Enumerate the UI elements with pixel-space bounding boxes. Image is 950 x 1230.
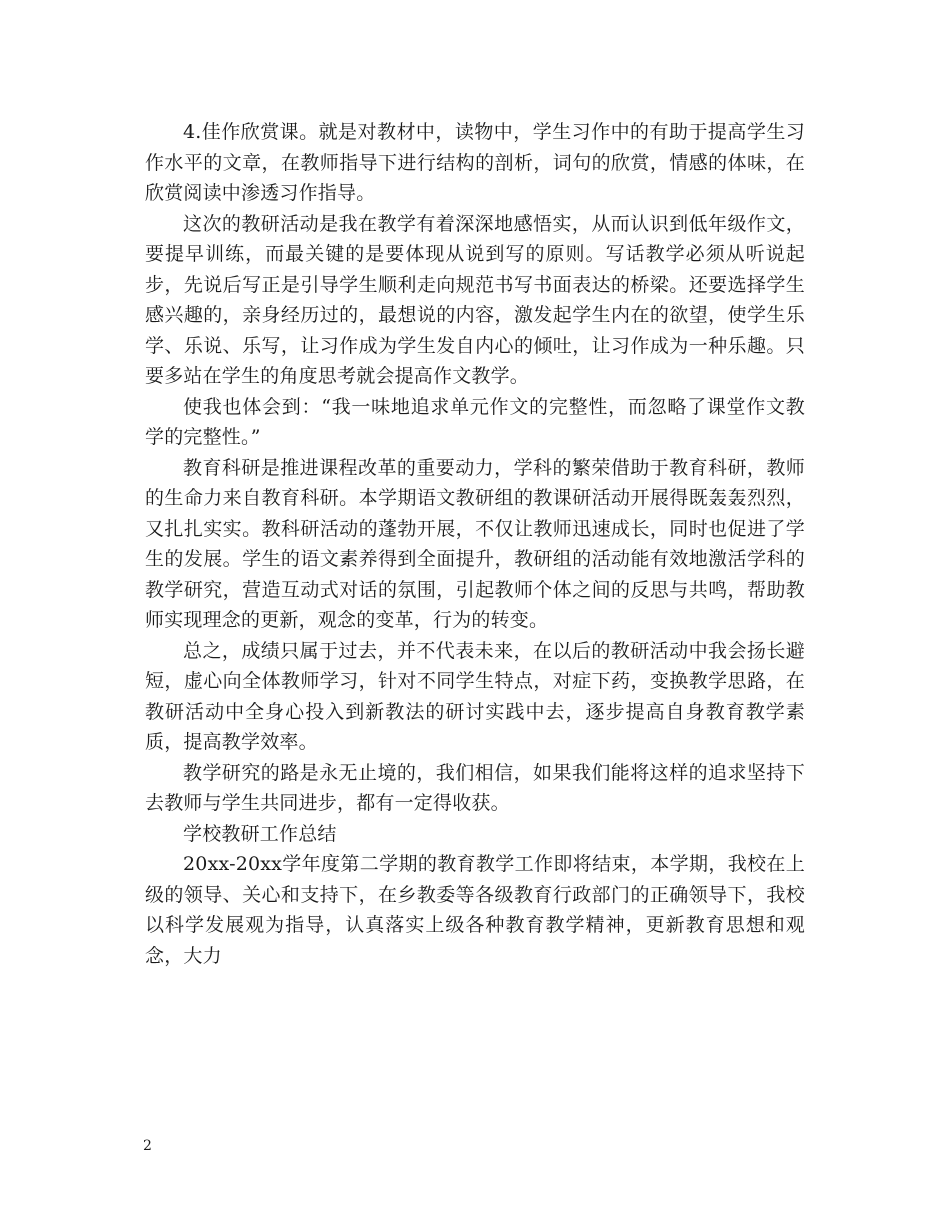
paragraph: 4.佳作欣赏课。就是对教材中，读物中，学生习作中的有助于提高学生习作水平的文章，在教师指导下进行结构的剖析，词句的欣赏，情感的体味，在欣赏阅读中渗透习作指导。 [145, 121, 805, 204]
page-number: 2 [143, 1138, 152, 1154]
paragraph: 20xx-20xx学年度第二学期的教育教学工作即将结束，本学期，我校在上级的领导、关心和支持下，在乡教委等各级教育行政部门的正确领导下，我校以科学发展观为指导，认真落实上级各种教育教学精神，更新教育思想和观念，大力 [145, 853, 805, 967]
paragraph: 教学研究的路是永无止境的，我们相信，如果我们能将这样的追求坚持下去教师与学生共同进步，都有一定得收获。 [145, 761, 805, 814]
paragraph: 教育科研是推进课程改革的重要动力，学科的繁荣借助于教育科研，教师的生命力来自教育科研。本学期语文教研组的教课研活动开展得既轰轰烈烈，又扎扎实实。教科研活动的蓬勃开展，不仅让教师迅速成长，同时也促进了学生的发展。学生的语文素养得到全面提升，教研组的活动能有效地激活学科的教学研究，营造互动式对话的氛围，引起教师个体之间的反思与共鸣，帮助教师实现理念的更新，观念的变革，行为的转变。 [145, 456, 805, 631]
paragraph: 使我也体会到：“我一味地追求单元作文的完整性，而忽略了课堂作文教学的完整性。” [145, 395, 805, 448]
document-body [145, 117, 805, 971]
paragraph: 总之，成绩只属于过去，并不代表未来，在以后的教研活动中我会扬长避短，虚心向全体教师学习，针对不同学生特点，对症下药，变换教学思路，在教研活动中全身心投入到新教法的研讨实践中去，逐步提高自身教育教学素质，提高教学效率。 [145, 639, 805, 753]
section-heading: 学校教研工作总结 [183, 822, 337, 845]
paragraph: 这次的教研活动是我在教学有着深深地感悟实，从而认识到低年级作文，要提早训练，而最关键的是要体现从说到写的原则。写话教学必须从听说起步，先说后写正是引导学生顺利走向规范书写书面表达的桥梁。还要选择学生感兴趣的，亲身经历过的，最想说的内容，激发起学生内在的欲望，使学生乐学、乐说、乐写，让习作成为学生发自内心的倾吐，让习作成为一种乐趣。只要多站在学生的角度思考就会提高作文教学。 [145, 212, 805, 387]
